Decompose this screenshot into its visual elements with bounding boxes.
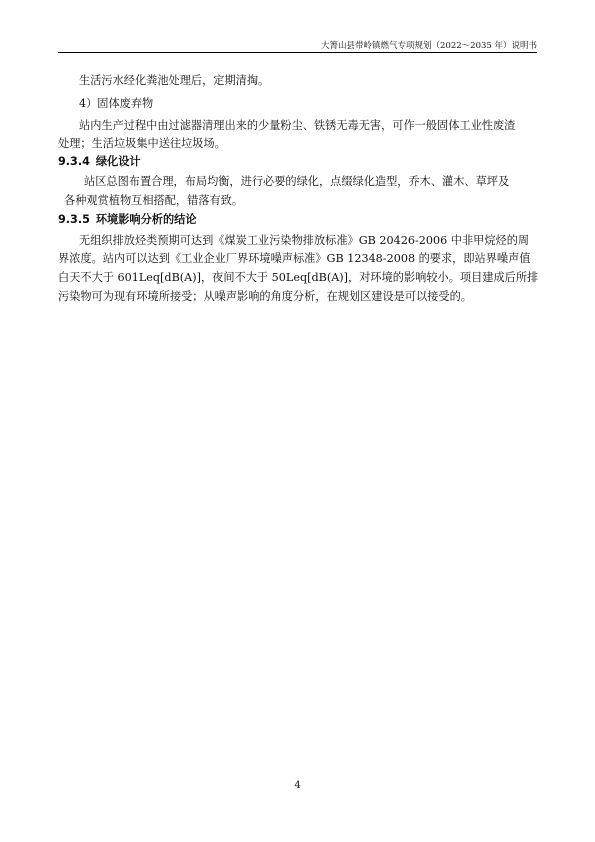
section-title: 环境影响分析的结论	[95, 213, 197, 226]
header-title: 大箐山县带岭镇燃气专项规划（2022～2035 年）说明书	[321, 41, 537, 51]
section-number: 9.3.5	[58, 213, 90, 226]
paragraph-environment-line4: 污染物可为现有环境所接受；从噪声影响的角度分析，在规划区建设是可以接受的。	[58, 290, 472, 303]
paragraph-sewage: 生活污水经化粪池处理后，定期清掏。	[79, 74, 270, 87]
section-number: 9.3.4	[58, 155, 90, 168]
page-number: 4	[294, 780, 301, 791]
paragraph-environment-line3: 白天不大于 601Leq[dB(A)]，夜间不大于 50Leq[dB(A)]，对环境的影响较小。项目建成后所排	[58, 271, 539, 284]
paragraph-greening-line2: 各种观赏植物互相搭配，错落有致。	[64, 194, 244, 207]
paragraph-solid-waste-line2: 处理；生活垃圾集中送往垃圾场。	[58, 137, 226, 150]
paragraph-environment-line1: 无组织排放烃类预期可达到《煤炭工业污染物排放标准》GB 20426-2006 中非甲烷烃的周	[79, 234, 530, 247]
section-heading-greening	[58, 154, 141, 170]
section-heading-environment	[58, 212, 197, 228]
paragraph-environment-line2: 界浓度。站内可以达到《工业企业厂界环境噪声标准》GB 12348-2008 的要求，即站界噪声值	[58, 252, 531, 265]
paragraph-greening-line1: 站区总图布置合理，布局均衡，进行必要的绿化，点缀绿化造型，乔木、灌木、草坪及	[84, 175, 510, 188]
list-item-solid-waste: 4）固体废弃物	[79, 97, 154, 110]
section-title: 绿化设计	[95, 155, 141, 168]
paragraph-solid-waste-line1: 站内生产过程中由过滤器清理出来的少量粉尘、铁锈无毒无害，可作一般固体工业性废渣	[79, 119, 516, 132]
page-header	[58, 36, 537, 53]
